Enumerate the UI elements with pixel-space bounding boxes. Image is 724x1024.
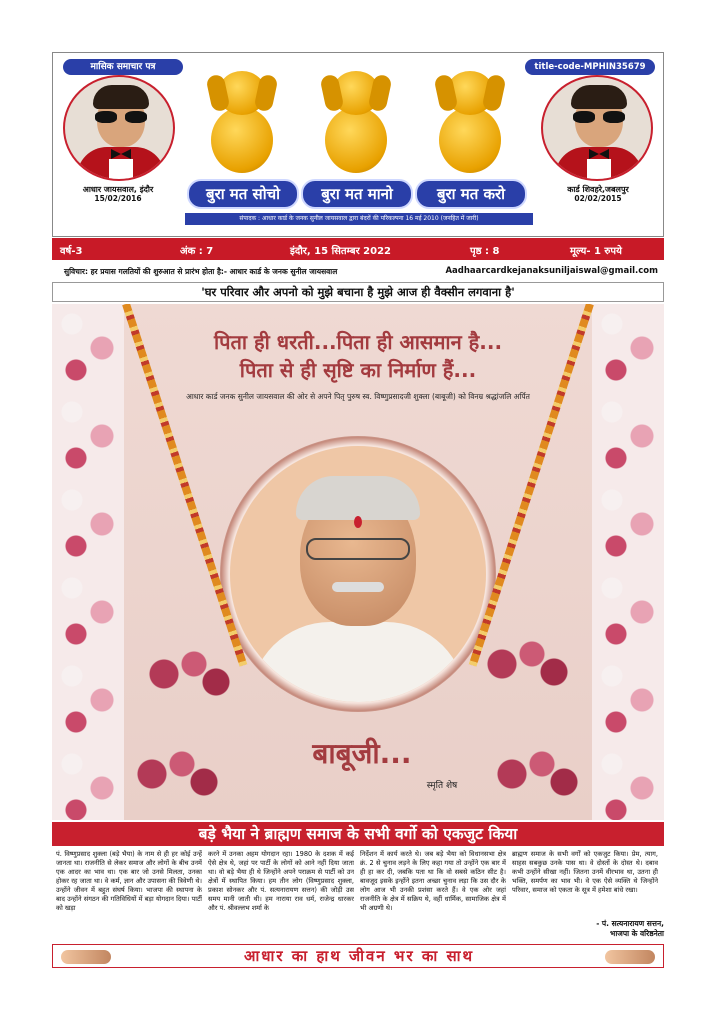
helping-hands-icon: [605, 950, 655, 964]
article-column-1: पं. विष्णुप्रसाद शुक्ला (बड़े भैया) के नाम से ही हर कोई उन्हें जानता था। राजनीति से लेकर समाज और लोगों के बीच उनमें एक आदर का भाव था। एक बार जो उनसे मिलता, उनका होकर रह जाता था। वे कर्म, ज्ञान और उपासना की त्रिवेणी थे। उन्होंने जीवन में बहुत संघर्ष किया। भाजपा की स्थापना के बाद उन्होंने संगठन की गतिविधियों में बड़ा योगदान दिया। पार्टी को खड़ा: [56, 850, 202, 912]
tribute-line-1: पिता ही धरती...पिता ही आसमान है...: [213, 330, 503, 354]
monkey-speak-no-evil-icon: [429, 65, 511, 175]
article-column-3: निर्देशन में कार्य करते थे। जब बड़े भैया को विधानसभा क्षेत्र क्रं. 2 से चुनाव लड़ने के लिए कहा गया तो उन्होंने एक बार में ही हा कर दी, जबकि पता था कि वो सबसे कठिन सीट है। बावजूद इसके इन्होंने इतना अच्छा चुनाव लड़ा कि उस दौर के लोग आज भी उनकी प्रशंसा करते हैं। वे एक ओर जहां राजनीति के क्षेत्र में सक्रिय थे, वहीं धार्मिक, सामाजिक क्षेत्र में भी अग्रणी थे।: [360, 850, 506, 912]
slogan-1: बुरा मत सोचो: [187, 179, 299, 209]
smriti-shesh-label: स्मृति शेष: [426, 781, 458, 791]
child-portrait-left: [63, 75, 175, 181]
footer-banner: [52, 944, 664, 968]
editor-line: संपादक : आधार कार्ड के जनक सुनील जायसवाल द्वारा बंदरों की परिकल्पना 16 मई 2010 (जनहित में जारी): [185, 213, 533, 225]
title-code-tag: title-code-MPHIN35679: [525, 59, 655, 75]
monthly-newspaper-tag: मासिक समाचार पत्र: [63, 59, 183, 75]
slogan-3: बुरा मत करो: [415, 179, 527, 209]
issue-pages: पृष्ठ : 8: [470, 246, 500, 257]
helping-hands-icon: [61, 950, 111, 964]
article-column-2: करने में उनका अहम योगदान रहा। 1980 के दशक में कई ऐसे क्षेत्र थे, जहां पर पार्टी के लोगों को आने नहीं दिया जाता था। वो बड़े भैया ही थे जिन्होंने अपने पराक्रम से पार्टी को उन क्षेत्रों में स्थापित किया। हम तीन लोग (विष्णुप्रसाद शुक्ला, प्रकाश सोनकर और पं. सत्यनारायण सत्तन) की जोड़ी उस समय मानी जाती थी। हम नाराया राव धर्म, राजेन्द्र धारकर और पं. श्रीवल्लभ शर्मा के: [208, 850, 354, 912]
flower-decoration-right: [592, 304, 664, 820]
article-column-4: ब्राह्मण समाज के सभी वर्गों को एकजुट किया। प्रेम, त्याग, साहस सबकुछ उनके पास था। वे दोस्तों के दोस्त थे। दबाव कभी उन्होंने सीखा नहीं। जितना उनमें वीरभाव था, उतना ही भक्ति, समर्पण का भाव भी। वे एक ऐसे व्यक्ति थे जिन्होंने परिवार, समाज को एकता के सूत्र में हमेशा बांधे रखा।: [512, 850, 658, 894]
thought-of-day: सुविचार: हर प्रयास गलतियों की शुरुआत से प्रारंभ होता है:- आधार कार्ड के जनक सुनील जायसवाल: [64, 267, 338, 276]
flower-decoration-left: [52, 304, 124, 820]
tribute-caption: आधार कार्ड जनक सुनील जायसवाल की ओर से अपने पितृ पुरुष स्व. विष्णुप्रसादजी शुक्ला (बाबूजी) को विनम्र श्रद्धांजलि अर्पित: [186, 392, 530, 401]
footer-slogan: आधार का हाथ जीवन भर का साथ: [243, 947, 475, 965]
signature-title: भाजपा के वरिष्ठनेता: [610, 929, 664, 938]
email-address: Aadhaarcardkejanaksuniljaiswal@gmail.com: [445, 266, 658, 276]
signature-name: - पं. सत्यनारायण सत्तन,: [596, 919, 664, 928]
issue-number: अंक : 7: [180, 246, 214, 257]
quote-row: [52, 264, 664, 280]
issue-place-date: इंदौर, 15 सितम्बर 2022: [290, 246, 391, 257]
right-child-name: कार्ड शिवहरे,जबलपुर: [567, 185, 629, 194]
tribute-photo: [52, 304, 664, 820]
issue-price: मूल्य- 1 रुपये: [570, 246, 622, 257]
monkey-see-no-evil-icon: [201, 65, 283, 175]
issue-info-bar: [52, 238, 664, 260]
portrait-of-babuji: [230, 446, 486, 702]
left-child-date: 15/02/2016: [94, 194, 142, 203]
child-portrait-right: [541, 75, 653, 181]
slogan-2: बुरा मत मानो: [301, 179, 413, 209]
masthead: [52, 52, 664, 237]
monkey-hear-no-evil-icon: [315, 65, 397, 175]
right-child-date: 02/02/2015: [574, 194, 622, 203]
tribute-line-2: पिता से ही सृष्टि का निर्माण हैं...: [239, 358, 477, 382]
main-headline: बड़े भैया ने ब्राह्मण समाज के सभी वर्गो को एकजुट किया: [52, 822, 664, 846]
vaccine-headline: 'घर परिवार और अपनो को मुझे बचाना है मुझे आज ही वैक्सीन लगवाना है': [52, 282, 664, 302]
newspaper-page: [52, 52, 664, 972]
issue-year: वर्ष-3: [60, 246, 83, 257]
left-child-name: आधार जायसवाल, इंदौर: [82, 185, 154, 194]
babuji-title: बाबूजी...: [312, 737, 412, 770]
